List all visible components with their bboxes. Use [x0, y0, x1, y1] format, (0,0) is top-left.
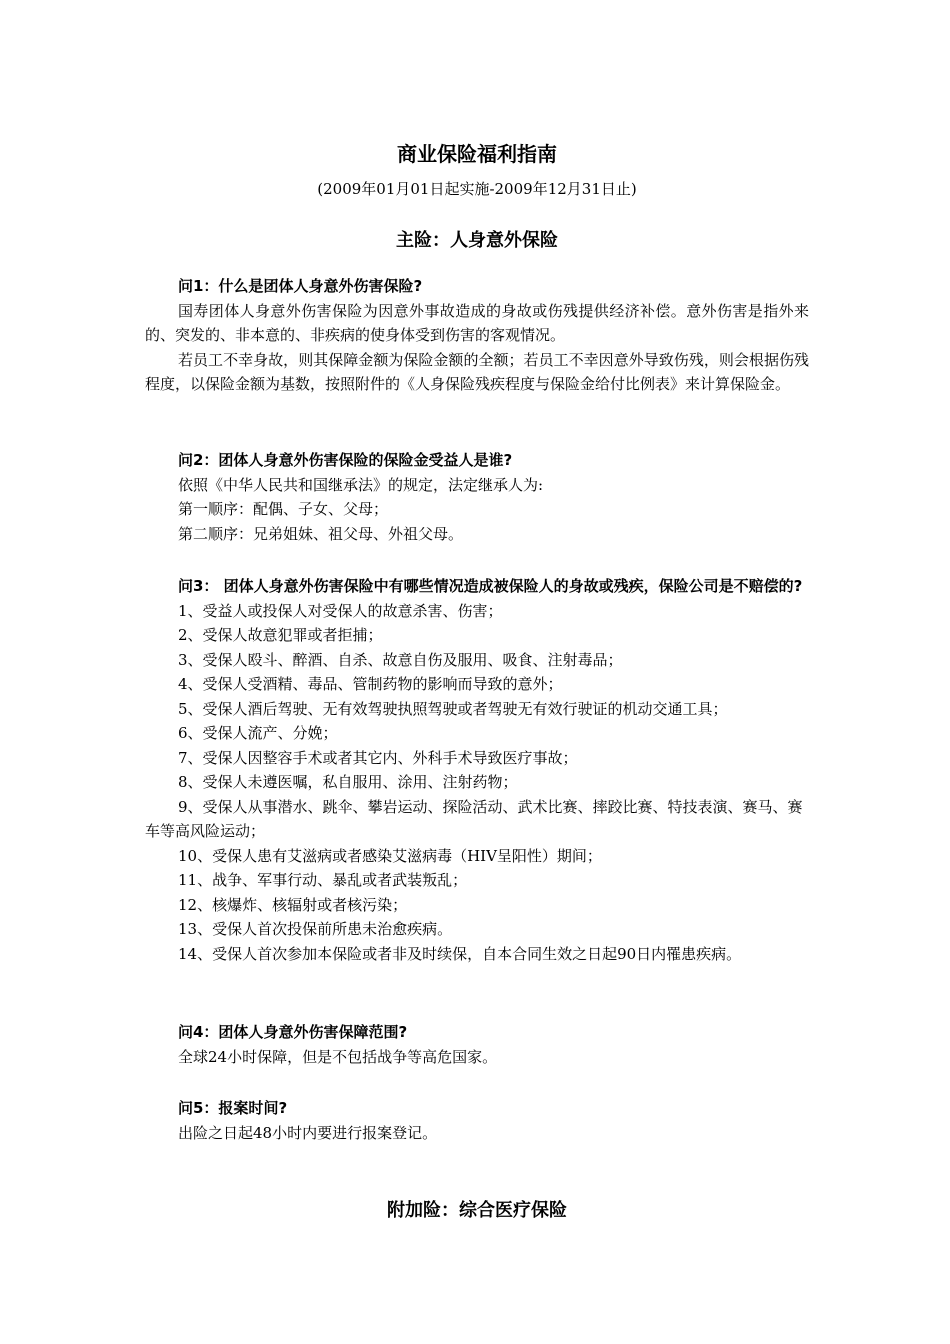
q4-answer: 全球24小时保障，但是不包括战争等高危国家。: [178, 1047, 498, 1066]
list-item: 1、受益人或投保人对受保人的故意杀害、伤害；: [178, 601, 503, 620]
list-item: 10、受保人患有艾滋病或者感染艾滋病毒（HIV呈阳性）期间；: [178, 846, 602, 865]
list-item: 6、受保人流产、分娩；: [178, 724, 338, 742]
exclusion-list: [145, 599, 809, 967]
list-item: 8、受保人未遵医嘱，私自服用、涂用、注射药物；: [178, 773, 518, 791]
list-item: 4、受保人受酒精、毒品、管制药物的影响而导致的意外；: [178, 675, 563, 693]
q2-line-2: 第一顺序：配偶、子女、父母；: [178, 500, 389, 518]
faq-q2: [145, 448, 809, 546]
list-item: 14、受保人首次参加本保险或者非及时续保，自本合同生效之日起90日内罹患疾病。: [178, 944, 742, 963]
faq-q1: [145, 274, 809, 397]
document-subtitle: (2009年01月01日起实施-2009年12月31日止): [317, 180, 637, 198]
faq-q4: [145, 1020, 809, 1069]
question-5: 问5：报案时间?: [178, 1099, 288, 1117]
faq-q5: [145, 1096, 809, 1145]
section-heading-attached-insurance: 附加险：综合医疗保险: [387, 1200, 567, 1221]
q1-paragraph-1: 国寿团体人身意外伤害保险为因意外事故造成的身故或伤残提供经济补偿。意外伤害是指外来的、突发的、非本意的、非疾病的使身体受到伤害的客观情况。: [145, 301, 809, 344]
list-item: 9、受保人从事潜水、跳伞、攀岩运动、探险活动、武术比赛、摔跤比赛、特技表演、赛马、赛车等高风险运动；: [145, 797, 803, 840]
list-item: 11、战争、军事行动、暴乱或者武装叛乱；: [178, 871, 468, 889]
list-item: 13、受保人首次投保前所患未治愈疾病。: [178, 920, 453, 938]
q5-answer: 出险之日起48小时内要进行报案登记。: [178, 1123, 438, 1142]
list-item: 3、受保人殴斗、醉酒、自杀、故意自伤及服用、吸食、注射毒品；: [178, 650, 623, 669]
question-2: 问2：团体人身意外伤害保险的保险金受益人是谁?: [178, 451, 513, 469]
q2-line-1: 依照《中华人民共和国继承法》的规定，法定继承人为:: [178, 475, 544, 494]
section-heading-main-insurance: 主险：人身意外保险: [396, 230, 558, 251]
list-item: 7、受保人因整容手术或者其它内、外科手术导致医疗事故；: [178, 748, 578, 767]
question-3: 问3： 团体人身意外伤害保险中有哪些情况造成被保险人的身故或残疾，保险公司是不赔偿的?: [178, 577, 803, 595]
faq-q3: [145, 574, 809, 966]
list-item: 2、受保人故意犯罪或者拒捕；: [178, 626, 383, 644]
list-item: 12、核爆炸、核辐射或者核污染；: [178, 895, 408, 914]
question-4: 问4：团体人身意外伤害保障范围?: [178, 1023, 408, 1041]
document-title: 商业保险福利指南: [397, 142, 557, 166]
q1-paragraph-2: 若员工不幸身故，则其保障金额为保险金额的全额；若员工不幸因意外导致伤残，则会根据伤残程度，以保险金额为基数，按照附件的《人身保险残疾程度与保险金给付比例表》来计算保险金。: [145, 350, 809, 393]
question-1: 问1：什么是团体人身意外伤害保险?: [178, 277, 423, 295]
list-item: 5、受保人酒后驾驶、无有效驾驶执照驾驶或者驾驶无有效行驶证的机动交通工具；: [178, 699, 728, 718]
q2-line-3: 第二顺序：兄弟姐妹、祖父母、外祖父母。: [178, 524, 464, 543]
